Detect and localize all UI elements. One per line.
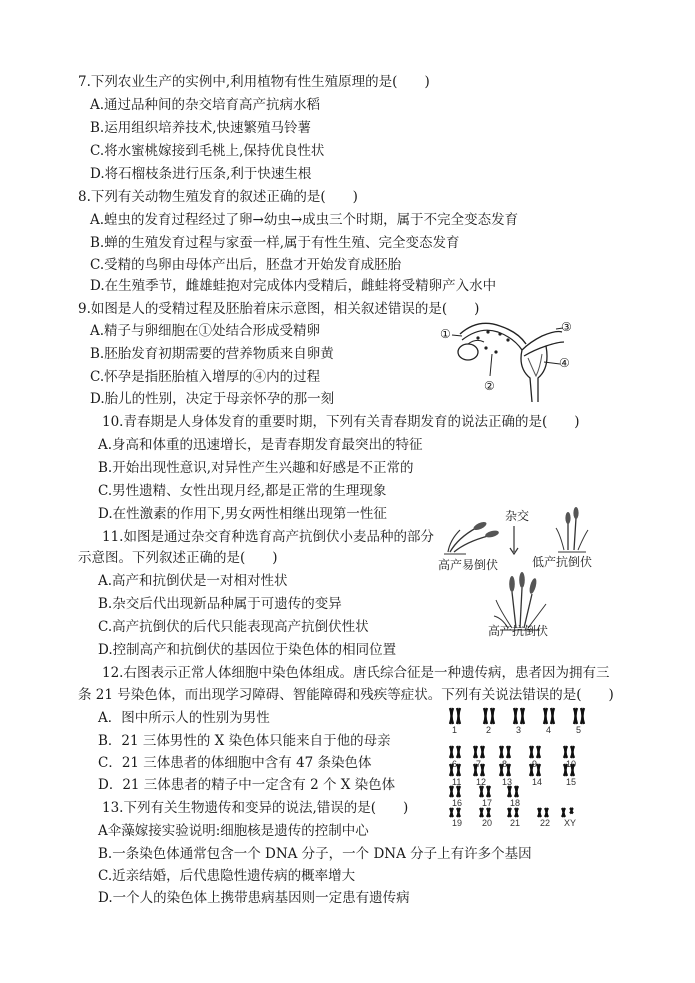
parent-left-label: 高产易倒伏 xyxy=(438,558,499,572)
question-7-option-d: D.将石榴枝条进行压条,利于快速生根 xyxy=(90,166,312,182)
chromosome-label-22: 22 xyxy=(540,818,551,828)
chromosome-pair-6 xyxy=(450,746,460,758)
question-11-option-d: D.控制高产和抗倒伏的基因位于染色体的相同位置 xyxy=(98,642,397,658)
chromosome-label-2: 2 xyxy=(486,725,492,735)
chromosome-label-5: 5 xyxy=(576,725,582,735)
chromosome-label-18: 18 xyxy=(510,798,521,808)
question-10-option-a: A.身高和体重的迅速增长，是青春期发育最突出的特征 xyxy=(98,437,423,453)
question-12-option-d: D．21 三体患者的精子中一定含有 2 个 X 染色体 xyxy=(98,777,396,793)
question-10-option-c: C.男性遗精、女性出现月经,都是正常的生理现象 xyxy=(98,483,387,499)
chromosome-label-20: 20 xyxy=(482,818,493,828)
chromosome-label-21: 21 xyxy=(510,818,521,828)
question-12-option-a: A．图中所示人的性别为男性 xyxy=(98,710,270,726)
question-11-stem-line1: 11.如图是通过杂交育种选育高产抗倒伏小麦品种的部分 xyxy=(102,529,434,545)
question-9-option-a: A.精子与卵细胞在①处结合形成受精卵 xyxy=(90,323,321,339)
offspring-label: 高产抗倒伏 xyxy=(488,624,549,638)
question-11-option-a: A.高产和抗倒伏是一对相对性状 xyxy=(98,573,288,589)
chromosome-label-17: 17 xyxy=(482,798,493,808)
question-11-option-b: B.杂交后代出现新品种属于可遗传的变异 xyxy=(98,596,342,612)
chromosome-label-11: 11 xyxy=(452,777,462,787)
chromosome-pair-8 xyxy=(500,746,510,758)
diagram-label-2: ② xyxy=(484,379,495,393)
diagram-label-1: ① xyxy=(440,327,451,341)
parent-right-label: 低产抗倒伏 xyxy=(532,555,593,569)
chromosome-pair-2 xyxy=(484,708,494,724)
question-13-option-a: A伞藻嫁接实验说明:细胞核是遗传的控制中心 xyxy=(98,823,369,839)
question-8-option-b: B.蝉的生殖发育过程与家蚕一样,属于有性生殖、完全变态发育 xyxy=(90,235,460,251)
chromosome-label-9: 9 xyxy=(532,759,538,769)
chromosome-label-14: 14 xyxy=(532,777,543,787)
diagram-label-3: ③ xyxy=(561,320,572,334)
chromosome-label-1: 1 xyxy=(452,725,458,735)
question-9-option-c: C.怀孕是指胚胎植入增厚的④内的过程 xyxy=(90,369,321,385)
question-13-stem: 13.下列有关生物遗传和变异的说法,错误的是( ) xyxy=(102,800,409,816)
chromosome-label-XY: XY xyxy=(564,818,577,828)
chromosome-label-6: 6 xyxy=(452,759,458,769)
diagram-label-4: ④ xyxy=(559,356,570,370)
question-11-option-c: C.高产抗倒伏的后代只能表现高产抗倒伏性状 xyxy=(98,619,369,635)
question-7-option-a: A.通过品种间的杂交培育高产抗病水稻 xyxy=(90,97,321,113)
question-13-option-c: C.近亲结婚，后代患隐性遗传病的概率增大 xyxy=(98,868,356,884)
chromosome-label-3: 3 xyxy=(516,725,522,735)
chromosome-pair-17 xyxy=(480,786,490,797)
question-7-option-b: B.运用组织培养技术,快速繁殖马铃薯 xyxy=(90,120,312,136)
question-10-stem: 10.青春期是人身体发育的重要时期，下列有关青春期发育的说法正确的是( ) xyxy=(102,414,580,430)
question-11-stem-line2: 示意图。下列叙述正确的是( ) xyxy=(78,550,278,566)
question-7-option-c: C.将水蜜桃嫁接到毛桃上,保持优良性状 xyxy=(90,143,325,159)
chromosome-pair-7 xyxy=(474,746,484,758)
question-8-option-a: A.蝗虫的发育过程经过了卵→幼虫→成虫三个时期，属于不完全变态发育 xyxy=(90,212,519,228)
chromosome-pair-16 xyxy=(450,786,460,797)
chromosome-label-19: 19 xyxy=(452,818,463,828)
question-8-option-d: D.在生殖季节，雌雄蛙抱对完成体内受精后，雌蛙将受精卵产入水中 xyxy=(90,278,497,294)
question-8-option-c: C.受精的鸟卵由母体产出后，胚盘才开始发育成胚胎 xyxy=(90,257,402,273)
chromosome-label-15: 15 xyxy=(566,777,577,787)
chromosome-label-16: 16 xyxy=(452,798,463,808)
question-12-stem-line1: 12.右图表示正常人体细胞中染色体组成。唐氏综合征是一种遗传病，患者因为拥有三 xyxy=(102,665,610,681)
question-13-option-b: B.一条染色体通常包含一个 DNA 分子，一个 DNA 分子上有许多个基因 xyxy=(98,846,532,862)
question-9-stem: 9.如图是人的受精过程及胚胎着床示意图，相关叙述错误的是( ) xyxy=(78,301,480,317)
question-10-option-b: B.开始出现性意识,对异性产生兴趣和好感是不正常的 xyxy=(98,460,414,476)
question-12-option-b: B．21 三体男性的 X 染色体只能来自于他的母亲 xyxy=(98,733,391,749)
cross-label: 杂交 xyxy=(505,509,530,523)
question-13-option-d: D.一个人的染色体上携带患病基因则一定患有遗传病 xyxy=(98,890,410,906)
chromosome-label-4: 4 xyxy=(546,725,552,735)
question-7-stem: 7.下列农业生产的实例中,利用植物有性生殖原理的是( ) xyxy=(78,74,430,90)
chromosome-label-8: 8 xyxy=(502,759,508,769)
karyotype-diagram xyxy=(444,704,594,834)
chromosome-label-13: 13 xyxy=(502,777,513,787)
question-12-option-c: C．21 三体患者的体细胞中含有 47 条染色体 xyxy=(98,755,372,771)
chromosome-pair-10 xyxy=(564,746,574,758)
chromosome-label-10: 10 xyxy=(566,759,577,769)
chromosome-pair-XY xyxy=(562,808,573,817)
chromosome-pair-19 xyxy=(450,808,460,817)
question-9-option-d: D.胎儿的性别，决定于母亲怀孕的那一刻 xyxy=(90,391,335,407)
chromosome-pair-4 xyxy=(544,708,554,724)
question-12-stem-line2: 条 21 号染色体，而出现学习障碍、智能障碍和残疾等症状。下列有关说法错误的是( ) xyxy=(78,687,614,703)
chromosome-pair-22 xyxy=(538,808,548,817)
chromosome-pair-5 xyxy=(574,708,584,724)
chromosome-pair-3 xyxy=(514,708,524,724)
chromosome-pair-9 xyxy=(530,746,540,758)
question-8-stem: 8.下列有关动物生殖发育的叙述正确的是( ) xyxy=(78,189,358,205)
chromosome-label-7: 7 xyxy=(476,759,482,769)
chromosome-label-12: 12 xyxy=(476,777,487,787)
chromosome-pair-21 xyxy=(508,808,518,817)
question-10-option-d: D.在性激素的作用下,男女两性相继出现第一性征 xyxy=(98,506,387,522)
chromosome-pair-18 xyxy=(508,786,518,797)
chromosome-pair-1 xyxy=(450,708,460,724)
question-9-option-b: B.胚胎发育初期需要的营养物质来自卵黄 xyxy=(90,346,334,362)
chromosome-pair-20 xyxy=(480,808,490,817)
